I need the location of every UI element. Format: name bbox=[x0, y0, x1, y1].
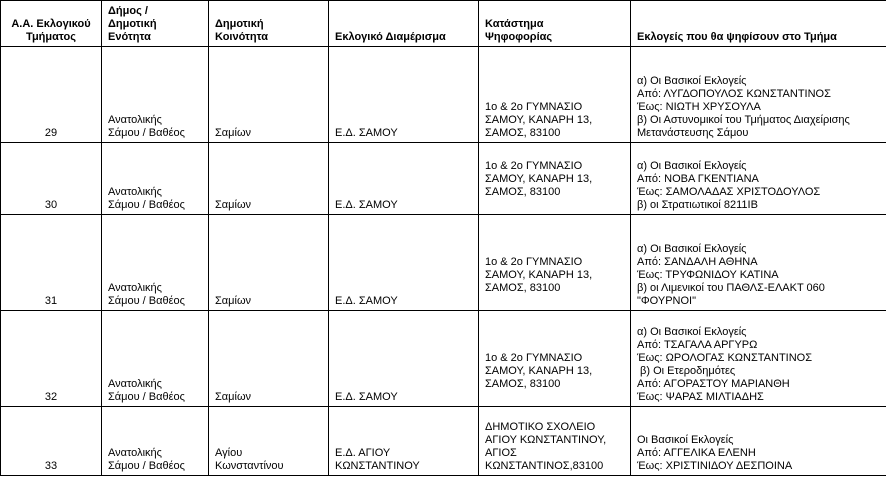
community-cell: Σαμίων bbox=[209, 47, 329, 143]
community-cell: Αγίου Κωνσταντίνου bbox=[209, 407, 329, 476]
voters-cell: α) Οι Βασικοί Εκλογείς Από: ΤΣΑΓΑΛΑ ΑΡΓΥΡΩ Έως: ΩΡΟΛΟΓΑΣ ΚΩΝΣΤΑΝΤΙΝΟΣ β) Οι Ετεροδημότες Από: ΑΓΟΡΑΣΤΟΥ ΜΑΡΙΑΝΘΗ Έως: ΨΑΡΑΣ ΜΙΛΤΙΑΔΗΣ bbox=[631, 311, 886, 407]
table-header-row bbox=[1, 1, 886, 47]
district-cell: Ε.Δ. ΣΑΜΟΥ bbox=[329, 143, 479, 215]
district-cell: Ε.Δ. ΣΑΜΟΥ bbox=[329, 311, 479, 407]
header-voters: Εκλογείς που θα ψηφίσουν στο Τμήμα bbox=[631, 1, 886, 47]
header-electoral-district: Εκλογικό Διαμέρισμα bbox=[329, 1, 479, 47]
table-row bbox=[1, 47, 886, 143]
municipality-cell: Ανατολικής Σάμου / Βαθέος bbox=[102, 143, 209, 215]
header-section-number: Α.Α. Εκλογικού Τμήματος bbox=[1, 1, 102, 47]
header-polling-station: Κατάστημα Ψηφοφορίας bbox=[479, 1, 631, 47]
polling-station-cell: 1ο & 2ο ΓΥΜΝΑΣΙΟ ΣΑΜΟΥ, ΚΑΝΑΡΗ 13, ΣΑΜΟΣ, 83100 bbox=[479, 47, 631, 143]
table-row bbox=[1, 407, 886, 476]
municipality-cell: Ανατολικής Σάμου / Βαθέος bbox=[102, 215, 209, 311]
section-number: 33 bbox=[1, 407, 102, 476]
municipality-cell: Ανατολικής Σάμου / Βαθέος bbox=[102, 407, 209, 476]
section-number: 30 bbox=[1, 143, 102, 215]
community-cell: Σαμίων bbox=[209, 215, 329, 311]
header-community: Δημοτική Κοινότητα bbox=[209, 1, 329, 47]
district-cell: Ε.Δ. ΑΓΙΟΥ ΚΩΝΣΤΑΝΤΙΝΟΥ bbox=[329, 407, 479, 476]
table-row bbox=[1, 215, 886, 311]
municipality-cell: Ανατολικής Σάμου / Βαθέος bbox=[102, 47, 209, 143]
municipality-cell: Ανατολικής Σάμου / Βαθέος bbox=[102, 311, 209, 407]
voters-cell: α) Οι Βασικοί Εκλογείς Από: ΛΥΓΔΟΠΟΥΛΟΣ ΚΩΝΣΤΑΝΤΙΝΟΣ Έως: ΝΙΩΤΗ ΧΡΥΣΟΥΛΑ β) Οι Αστυνομικοί του Τμήματος Διαχείρισης Μετανάστευσης Σάμου bbox=[631, 47, 886, 143]
section-number: 32 bbox=[1, 311, 102, 407]
district-cell: Ε.Δ. ΣΑΜΟΥ bbox=[329, 215, 479, 311]
table-row bbox=[1, 311, 886, 407]
section-number: 29 bbox=[1, 47, 102, 143]
voters-cell: α) Οι Βασικοί Εκλογείς Από: ΣΑΝΔΑΛΗ ΑΘΗΝΑ Έως: ΤΡΥΦΩΝΙΔΟΥ ΚΑΤΙΝΑ β) οι Λιμενικοί του ΠΑΘΛΣ-ΕΛΑΚΤ 060 "ΦΟΥΡΝΟΙ" bbox=[631, 215, 886, 311]
district-cell: Ε.Δ. ΣΑΜΟΥ bbox=[329, 47, 479, 143]
section-number: 31 bbox=[1, 215, 102, 311]
polling-station-cell: 1ο & 2ο ΓΥΜΝΑΣΙΟ ΣΑΜΟΥ, ΚΑΝΑΡΗ 13, ΣΑΜΟΣ, 83100 bbox=[479, 215, 631, 311]
polling-station-cell: 1ο & 2ο ΓΥΜΝΑΣΙΟ ΣΑΜΟΥ, ΚΑΝΑΡΗ 13, ΣΑΜΟΣ, 83100 bbox=[479, 143, 631, 215]
community-cell: Σαμίων bbox=[209, 311, 329, 407]
polling-station-cell: ΔΗΜΟΤΙΚΟ ΣΧΟΛΕΙΟ ΑΓΙΟΥ ΚΩΝΣΤΑΝΤΙΝΟΥ, ΑΓΙΟΣ ΚΩΝΣΤΑΝΤΙΝΟΣ,83100 bbox=[479, 407, 631, 476]
polling-station-cell: 1ο & 2ο ΓΥΜΝΑΣΙΟ ΣΑΜΟΥ, ΚΑΝΑΡΗ 13, ΣΑΜΟΣ, 83100 bbox=[479, 311, 631, 407]
header-municipality: Δήμος / Δημοτική Ενότητα bbox=[102, 1, 209, 47]
table-row bbox=[1, 143, 886, 215]
voters-cell: α) Οι Βασικοί Εκλογείς Από: ΝΟΒΑ ΓΚΕΝΤΙΑΝΑ Έως: ΣΑΜΟΛΑΔΑΣ ΧΡΙΣΤΟΔΟΥΛΟΣ β) οι Στρατιωτικοί 8211ΙΒ bbox=[631, 143, 886, 215]
community-cell: Σαμίων bbox=[209, 143, 329, 215]
voters-cell: Οι Βασικοί Εκλογείς Από: ΑΓΓΕΛΙΚΑ ΕΛΕΝΗ Έως: ΧΡΙΣΤΙΝΙΔΟΥ ΔΕΣΠΟΙΝΑ bbox=[631, 407, 886, 476]
